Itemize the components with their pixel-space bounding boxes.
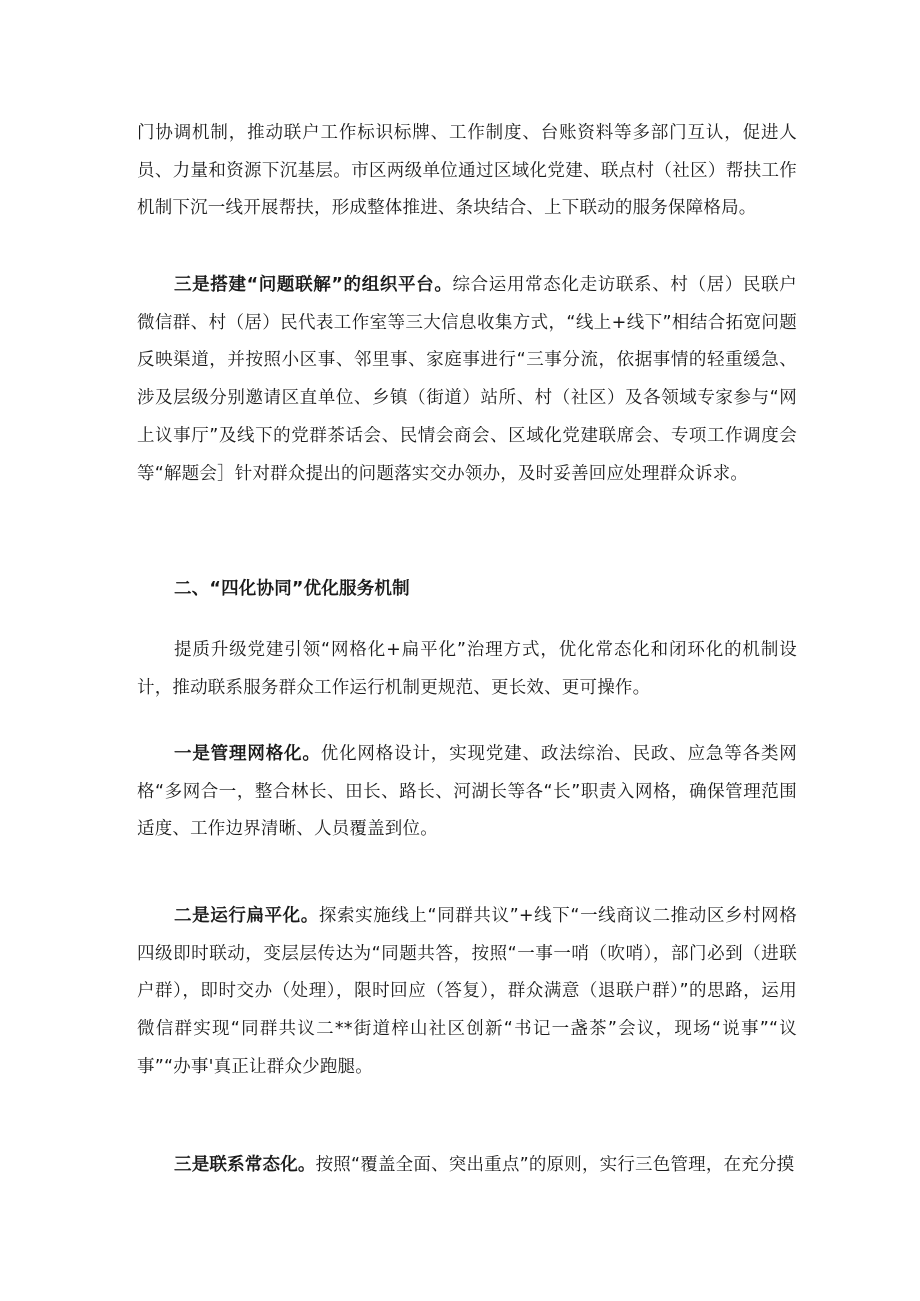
paragraph-1-text: 门协调机制，推动联户工作标识标牌、工作制度、台账资料等多部门互认，促进人员、力量和资源下沉基层。市区两级单位通过区域化党建、联点村（社区）帮扶工作机制下沉一线开展帮扶，形成整体推进、条块结合、上下联动的服务保障格局。: [137, 123, 797, 219]
paragraph-4: [137, 736, 797, 849]
paragraph-6-text: 按照“覆盖全面、突出重点”的原则，实行三色管理，在充分摸: [315, 1155, 795, 1175]
paragraph-1: [137, 115, 797, 228]
paragraph-3-text: 提质升级党建引领“网格化+扁平化”治理方式，优化常态化和闭环化的机制设计，推动联系服务群众工作运行机制更规范、更长效、更可操作。: [137, 640, 797, 698]
paragraph-5: [137, 898, 797, 1087]
paragraph-5-text: 探索实施线上“同群共议”+线下“一线商议二推动区乡村网格四级即时联动，变层层传达为“同题共答，按照“一事一哨（吹哨），部门必到（进联户群），即时交办（处理），限时回应（答复），群众满意（退联户群）”的思路，运用微信群实现“同群共议二**街道梓山社区创新“书记一盏茶”会议，现场“说事”“议事”“办事'真正让群众少跑腿。: [137, 906, 797, 1077]
paragraph-2: [137, 267, 797, 493]
paragraph-5-lead: 二是运行扁平化。: [174, 906, 319, 926]
paragraph-4-lead: 一是管理网格化。: [174, 744, 321, 764]
paragraph-6-lead: 三是联系常态化。: [174, 1155, 316, 1175]
paragraph-3: [137, 632, 797, 707]
section-heading: 二、“四化协同”优化服务机制: [174, 579, 410, 599]
paragraph-2-text: 综合运用常态化走访联系、村（居）民联户微信群、村（居）民代表工作室等三大信息收集方式，“线上+线下”相结合拓宽问题反映渠道，并按照小区事、邻里事、家庭事进行“三事分流，依据事情的轻重缓急、涉及层级分别邀请区直单位、乡镇（街道）站所、村（社区）及各领域专家参与“网上议事厅”及线下的党群茶话会、民情会商会、区域化党建联席会、专项工作调度会等“解题会］针对群众提出的问题落实交办领办，及时妥善回应处理群众诉求。: [137, 275, 797, 484]
paragraph-2-lead: 三是搭建“问题联解”的组织平台。: [174, 275, 453, 295]
paragraph-6: [137, 1147, 797, 1185]
paragraph-4-text: 优化网格设计，实现党建、政法综治、民政、应急等各类网格“多网合一，整合林长、田长、路长、河湖长等各“长”职责入网格，确保管理范围适度、工作边界清晰、人员覆盖到位。: [137, 744, 797, 840]
